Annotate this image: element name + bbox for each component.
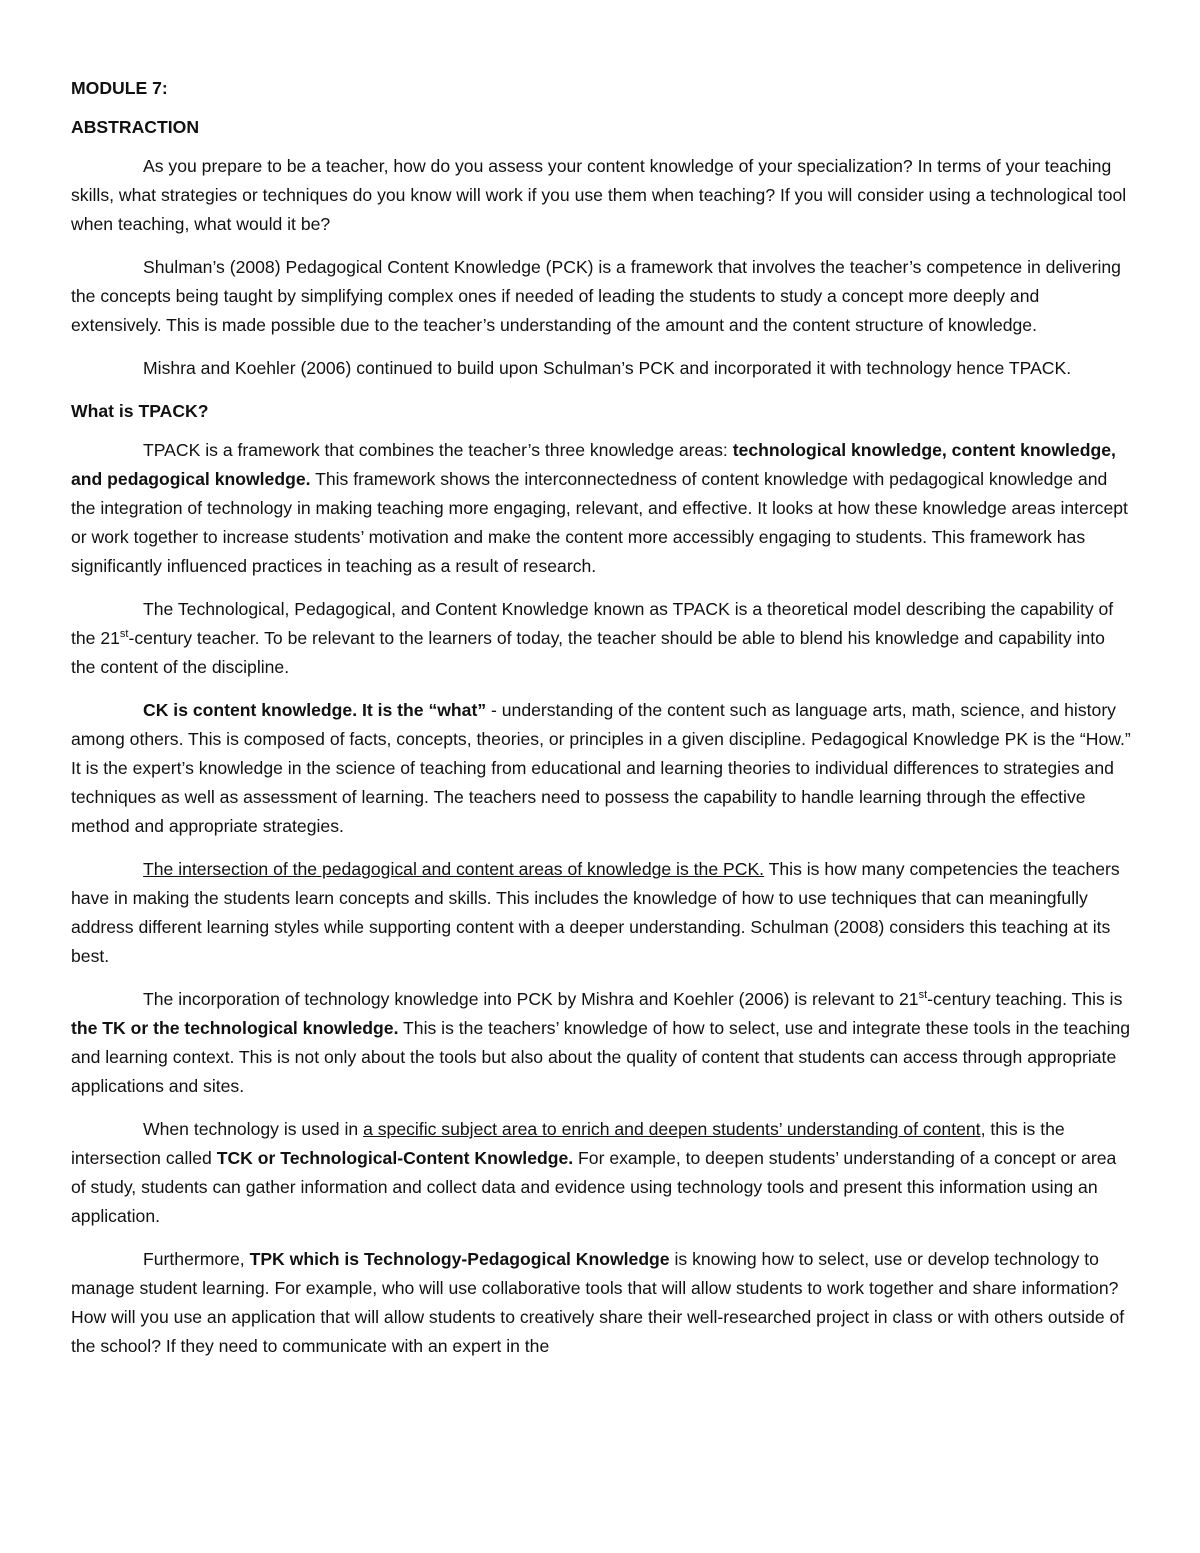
module-title: MODULE 7:: [71, 78, 168, 98]
bold-text: technological knowledge, content knowledge, and pedagogical knowledge.: [71, 440, 1116, 489]
text-run: -century teacher. To be relevant to the learners of today, the teacher should be able to blend his knowledge and capability into the content of the discipline.: [71, 628, 1105, 677]
paragraph-pck-definition: Shulman’s (2008) Pedagogical Content Knowledge (PCK) is a framework that involves the teacher’s competence in delivering the concepts being taught by simplifying complex ones if needed of leading the students to study a concept more deeply and extensively. This is made possible due to the teacher’s understanding of the amount and the content structure of knowledge.: [71, 257, 1121, 335]
text-run: This framework shows the interconnectedness of content knowledge with pedagogical knowledge and the integration of technology in making teaching more engaging, relevant, and effective. It looks at how these knowledge areas intercept or work together to increase students’ motivation and make the content more accessibly engaging to students. This framework has significantly influenced practices in teaching as a result of research.: [71, 469, 1128, 576]
text-run: For example, to deepen students’ understanding of a concept or area of study, students can gather information and collect data and evidence using technology tools and present this information using an application.: [71, 1148, 1117, 1226]
text-run: Furthermore,: [143, 1249, 250, 1269]
superscript: st: [918, 989, 928, 1002]
paragraph-content-knowledge: [71, 696, 1132, 841]
superscript: st: [119, 628, 129, 641]
paragraph-technological-knowledge: [71, 985, 1132, 1101]
paragraph-tck: [71, 1115, 1132, 1231]
bold-text: TCK or Technological-Content Knowledge.: [216, 1148, 574, 1168]
text-run: is knowing how to select, use or develop technology to manage student learning. For example, who will use collaborative tools that will allow students to work together and share information? How will you use an application that will allow students to creatively share their well-researched project in class or with others outside of the school? If they need to communicate with an expert in the: [71, 1249, 1125, 1356]
text-run: This is the teachers’ knowledge of how to select, use and integrate these tools in the teaching and learning context. This is not only about the tools but also about the quality of content that students can access through appropriate applications and sites.: [71, 1018, 1131, 1096]
bold-text: TPK which is Technology-Pedagogical Knowledge: [249, 1249, 670, 1269]
text-run: TPACK is a framework that combines the teacher’s three knowledge areas:: [143, 440, 733, 460]
tpack-heading: What is TPACK?: [71, 401, 209, 421]
paragraph-tpack-model: [71, 595, 1132, 682]
paragraph-tpk: [71, 1245, 1132, 1361]
text-run: - understanding of the content such as language arts, math, science, and history among others. This is composed of facts, concepts, theories, or principles in a given discipline. Pedagogical Knowledge PK is the “How.” It is the expert’s knowledge in the science of teaching from educational and learning theories to individual differences to strategies and techniques as well as assessment of learning. The teachers need to possess the capability to handle learning through the effective method and appropriate strategies.: [71, 700, 1131, 836]
paragraph-intro-questions: As you prepare to be a teacher, how do you assess your content knowledge of your specialization? In terms of your teaching skills, what strategies or techniques do you know will work if you use them when teaching? If you will consider using a technological tool when teaching, what would it be?: [71, 156, 1127, 234]
bold-text: CK is content knowledge. It is the “what”: [143, 700, 487, 720]
text-run: The Technological, Pedagogical, and Content Knowledge known as TPACK is a theoretical model describing the capability of the 21: [71, 599, 1114, 648]
section-title: ABSTRACTION: [71, 117, 200, 137]
underlined-text: a specific subject area to enrich and deepen students’ understanding of content: [363, 1119, 981, 1139]
paragraph-pck-intersection: [71, 855, 1132, 971]
paragraph-tpack-origin: Mishra and Koehler (2006) continued to build upon Schulman’s PCK and incorporated it with technology hence TPACK.: [143, 358, 1072, 378]
text-run: This is how many competencies the teachers have in making the students learn concepts and skills. This includes the knowledge of how to use techniques that can meaningfully address different learning styles while supporting content with a deeper understanding. Schulman (2008) considers this teaching at its best.: [71, 859, 1120, 966]
paragraph-tpack-framework: [71, 436, 1132, 581]
underlined-text: The intersection of the pedagogical and content areas of knowledge is the PCK.: [143, 859, 765, 879]
text-run: -century teaching. This is: [927, 989, 1123, 1009]
text-run: , this is the intersection called: [71, 1119, 1065, 1168]
bold-text: the TK or the technological knowledge.: [71, 1018, 399, 1038]
text-run: When technology is used in: [143, 1119, 364, 1139]
text-run: The incorporation of technology knowledge into PCK by Mishra and Koehler (2006) is relevant to 21: [143, 989, 919, 1009]
